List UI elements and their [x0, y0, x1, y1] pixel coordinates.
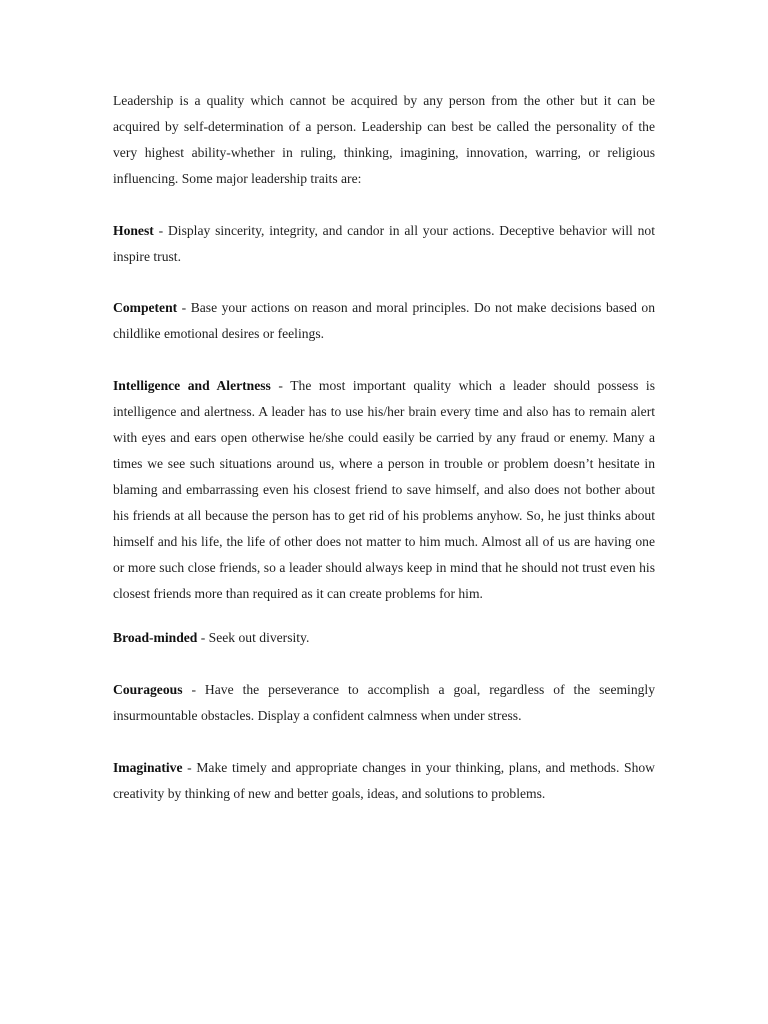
trait-competent-paragraph — [113, 295, 655, 347]
trait-description: - Base your actions on reason and moral principles. Do not make decisions based on childlike emotional desires or feelings. — [113, 300, 655, 342]
trait-imaginative-paragraph — [113, 755, 655, 807]
trait-description: - Make timely and appropriate changes in your thinking, plans, and methods. Show creativity by thinking of new and better goals, ideas, and solutions to problems. — [113, 760, 655, 802]
trait-courageous-paragraph — [113, 677, 655, 729]
trait-description: - The most important quality which a leader should possess is intelligence and alertness. A leader has to use his/her brain every time and also has to remain alert with eyes and ears open otherwise he/she could easily be carried by any fraud or enemy. Many a times we see such situations around us, where a person in trouble or problem doesn’t hesitate in blaming and embarrassing even his closest friend to save himself, and also does not bother about his friends at all because the person has to get rid of his problems anyhow. So, he just thinks about himself and his life, the life of other does not matter to him much. Almost all of us are having one or more such close friends, so a leader should always keep in mind that he should not trust even his closest friends more than required as it can create problems for him. — [113, 378, 655, 601]
intro-paragraph: Leadership is a quality which cannot be acquired by any person from the other but it can be acquired by self-determination of a person. Leadership can best be called the personality of the very highest ability-whether in ruling, thinking, imagining, innovation, warring, or religious influencing. Some major leadership traits are: — [113, 93, 655, 186]
trait-term: Broad-minded — [113, 630, 198, 646]
trait-description: - Display sincerity, integrity, and candor in all your actions. Deceptive behavior will not inspire trust. — [113, 222, 655, 264]
trait-honest-paragraph — [113, 218, 655, 270]
trait-description: - Seek out diversity. — [197, 630, 310, 646]
document-page — [113, 88, 655, 807]
trait-description: - Have the perseverance to accomplish a goal, regardless of the seemingly insurmountable obstacles. Display a confident calmness when under stress. — [113, 682, 655, 724]
trait-broad-minded-paragraph — [113, 625, 655, 651]
trait-term: Courageous — [113, 682, 183, 698]
trait-term: Honest — [113, 222, 154, 238]
trait-term: Imaginative — [113, 760, 183, 776]
trait-intelligence-paragraph — [113, 373, 655, 606]
trait-term: Competent — [113, 300, 178, 316]
trait-term: Intelligence and Alertness — [113, 378, 271, 394]
